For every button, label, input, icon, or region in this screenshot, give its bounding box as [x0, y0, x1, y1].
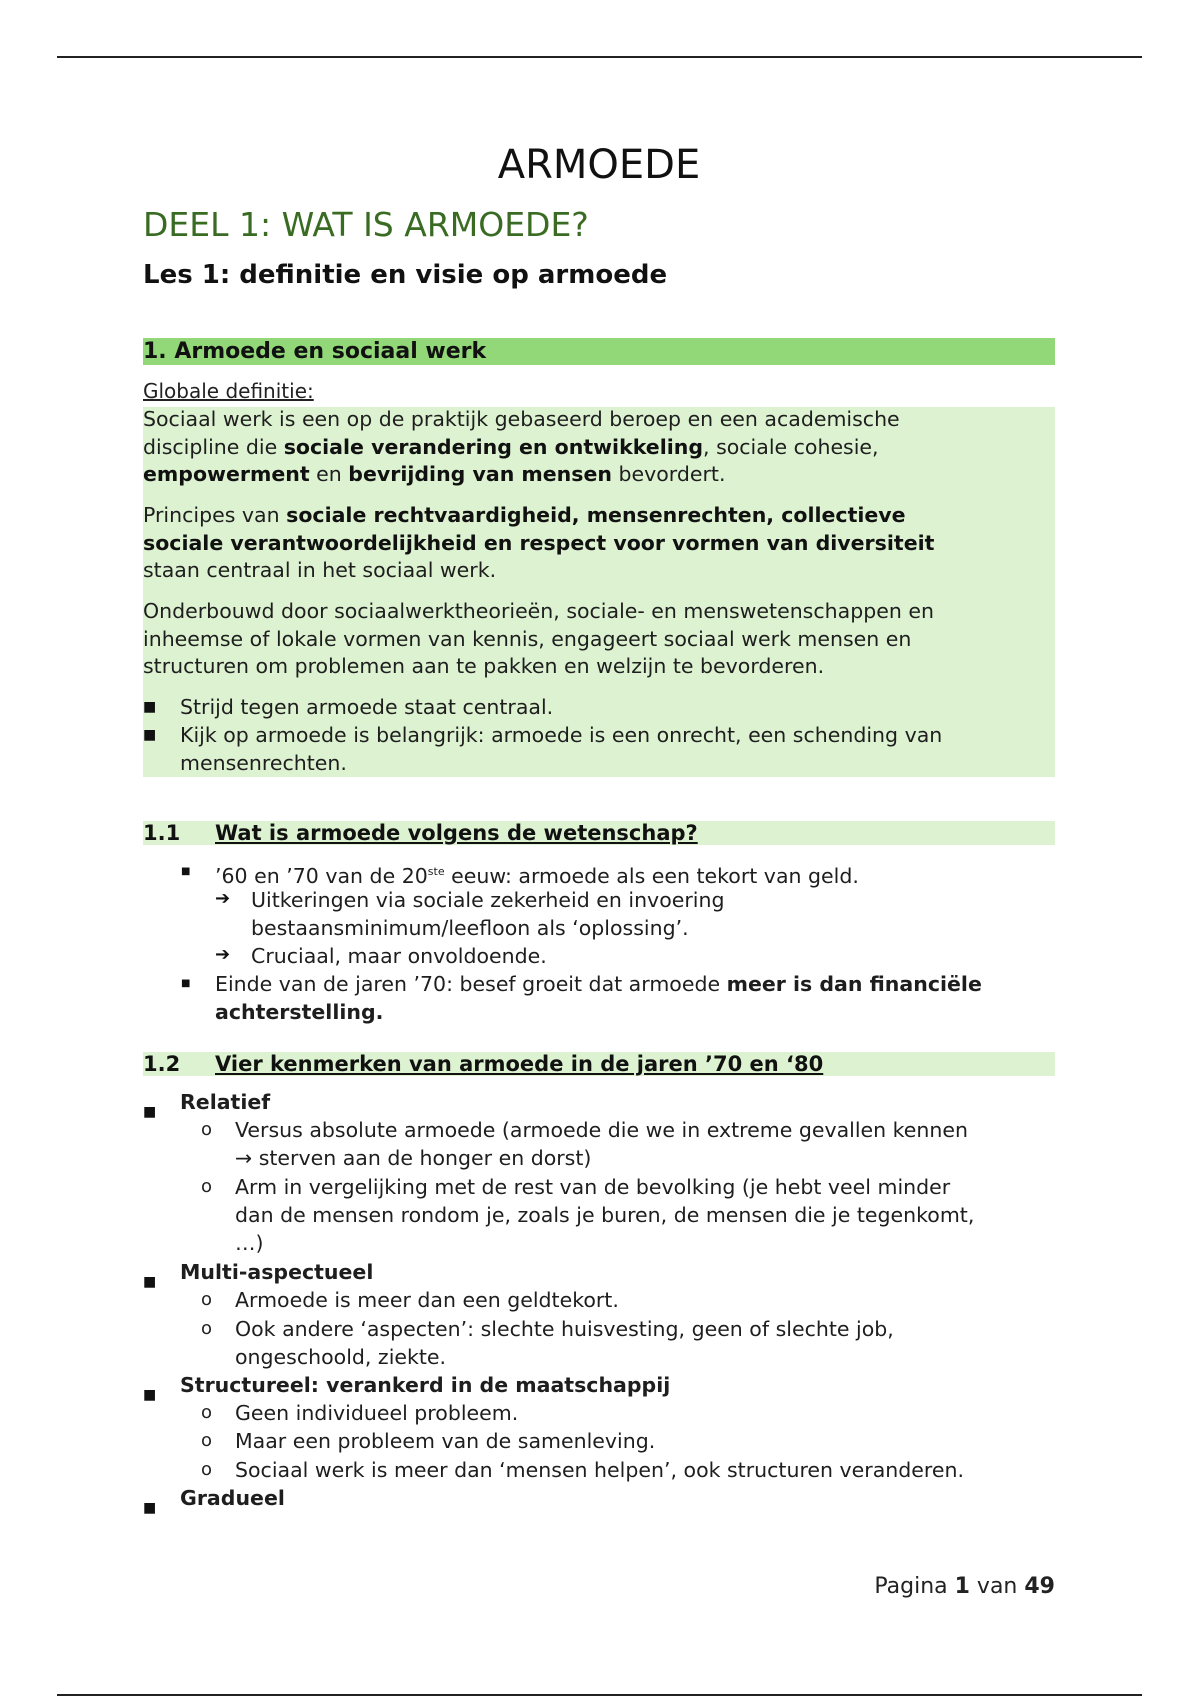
- list-item: ’60 en ’70 van de 20ste eeuw: armoede als een tekort van geld.: [215, 863, 859, 888]
- page-number: Pagina 1 van 49: [874, 1574, 1055, 1599]
- list-item: Relatief: [180, 1090, 271, 1114]
- definition-label: Globale definitie:: [143, 379, 314, 403]
- list-item: Armoede is meer dan een geldtekort.: [235, 1288, 619, 1312]
- list-item: Versus absolute armoede (armoede die we in extreme gevallen kennen → sterven aan de honger en dorst): [235, 1118, 969, 1170]
- definition-para-1: Sociaal werk is een op de praktijk gebaseerd beroep en een academische discipline die sociale verandering en ontwikkeling, sociale cohesie, empowerment en bevrijding van mensen bevordert.: [143, 407, 900, 486]
- document-title: ARMOEDE: [497, 142, 701, 188]
- list-item: Arm in vergelijking met de rest van de bevolking (je hebt veel minder dan de mensen rondom je, zoals je buren, de mensen die je tegenkomt, …): [235, 1175, 975, 1255]
- bullet-circle-icon: o: [201, 1430, 213, 1451]
- section-1-heading: 1. Armoede en sociaal werk: [143, 338, 1055, 365]
- bullet-square-icon: ■: [181, 866, 191, 877]
- section-1-2-heading: 1.2 Vier kenmerken van armoede in de jaren ’70 en ‘80: [143, 1052, 1055, 1076]
- bullet-square-icon: ■: [181, 978, 191, 989]
- bullet-circle-icon: o: [201, 1176, 213, 1197]
- list-item: Strijd tegen armoede staat centraal.: [180, 695, 554, 719]
- bullet-circle-icon: o: [201, 1402, 213, 1423]
- bullet-square-icon: ■: [143, 1387, 157, 1403]
- header-rule: [57, 56, 1142, 58]
- list-item: Gradueel: [180, 1486, 285, 1510]
- bullet-square-icon: ■: [143, 699, 157, 715]
- list-item: Sociaal werk is meer dan ‘mensen helpen’, ook structuren veranderen.: [235, 1458, 964, 1482]
- list-item: Cruciaal, maar onvoldoende.: [251, 944, 547, 968]
- list-item: Kijk op armoede is belangrijk: armoede is een onrecht, een schending van mensenrechten.: [180, 723, 943, 775]
- lesson-heading: Les 1: definitie en visie op armoede: [143, 260, 668, 290]
- section-1-1-heading: 1.1 Wat is armoede volgens de wetenschap?: [143, 821, 1055, 845]
- bullet-square-icon: ■: [143, 1274, 157, 1290]
- list-item: Multi-aspectueel: [180, 1260, 374, 1284]
- definition-para-3: Onderbouwd door sociaalwerktheorieën, sociale- en menswetenschappen en inheemse of lokale vormen van kennis, engageert sociaal werk mensen en structuren om problemen aan te pakken en welzijn te bevorderen.: [143, 599, 934, 678]
- list-item: Einde van de jaren ’70: besef groeit dat armoede meer is dan financiële achterstelling.: [215, 972, 982, 1024]
- list-item: Ook andere ‘aspecten’: slechte huisvesting, geen of slechte job, ongeschoold, ziekte.: [235, 1317, 894, 1369]
- bullet-circle-icon: o: [201, 1459, 213, 1480]
- bullet-circle-icon: o: [201, 1289, 213, 1310]
- bullet-square-icon: ■: [143, 1500, 157, 1516]
- list-item: Structureel: verankerd in de maatschappij: [180, 1373, 671, 1397]
- list-item: Maar een probleem van de samenleving.: [235, 1429, 656, 1453]
- bullet-square-icon: ■: [143, 727, 157, 743]
- bullet-square-icon: ■: [143, 1104, 157, 1120]
- list-item: Geen individueel probleem.: [235, 1401, 519, 1425]
- part-heading: DEEL 1: WAT IS ARMOEDE?: [143, 205, 589, 244]
- definition-para-2: Principes van sociale rechtvaardigheid, mensenrechten, collectieve sociale verantwoordelijkheid en respect voor vormen van diversiteit staan centraal in het sociaal werk.: [143, 503, 935, 582]
- bullet-circle-icon: o: [201, 1119, 213, 1140]
- footer-rule: [57, 1694, 1142, 1696]
- arrow-right-icon: ➔: [215, 944, 231, 965]
- arrow-right-icon: ➔: [215, 888, 231, 909]
- bullet-circle-icon: o: [201, 1318, 213, 1339]
- list-item: Uitkeringen via sociale zekerheid en invoering bestaansminimum/leefloon als ‘oplossing’.: [251, 888, 725, 940]
